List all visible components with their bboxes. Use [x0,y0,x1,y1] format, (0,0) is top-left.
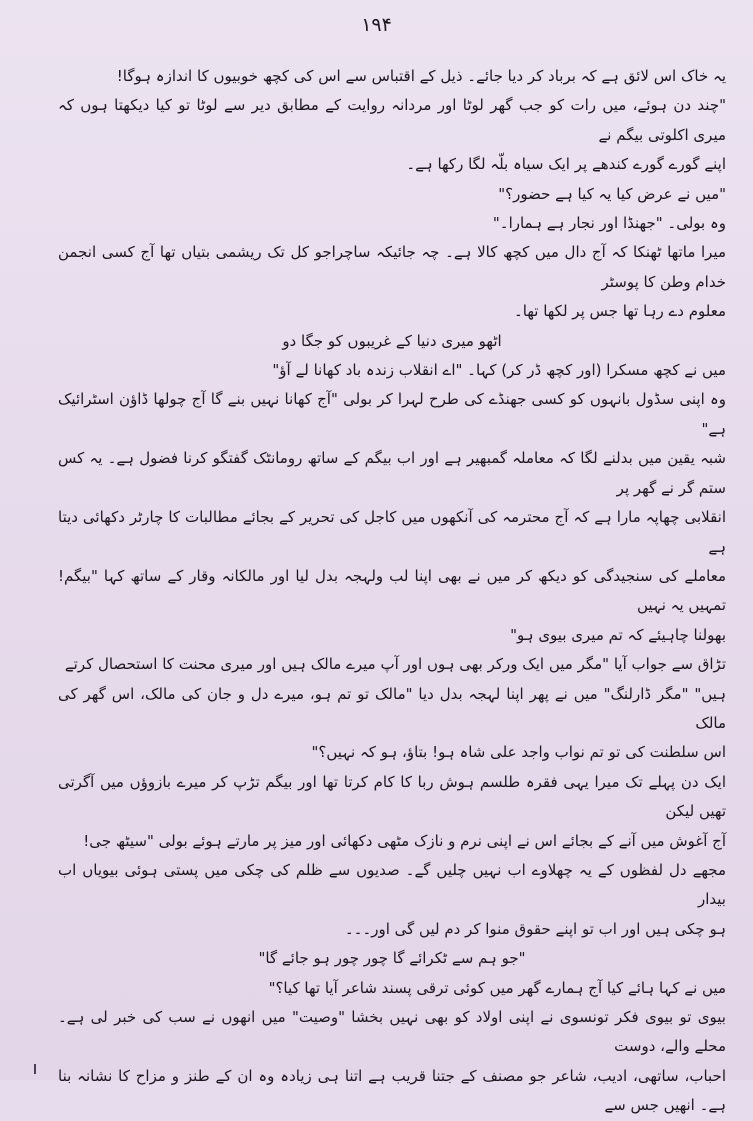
text-line: میں نے کچھ مسکرا (اور کچھ ڈر کر) کہا۔ "اے انقلاب زندہ باد کھانا لے آؤ" [272,361,726,380]
text-line: بیوی تو بیوی فکر تونسوی نے اپنی اولاد کو بھی نہیں بخشا "وصیت" میں انھوں نے سب کی خبر لی ہے۔ محلے والے، دوست [58,1008,726,1056]
text-line: احباب، ساتھی، ادیب، شاعر جو مصنف کے جتنا قریب ہے اتنا ہی زیادہ وہ ان کے طنز و مزاح کا نشانہ بنا ہے۔ انھیں جس سے [58,1066,726,1115]
verse-line: اٹھو میری دنیا کے غریبوں کو جگا دو [282,331,502,350]
text-line: انقلابی چھاپہ مارا ہے کہ آج محترمہ کی آنکھوں میں کاجل کی تحریر کے بجائے مطالبات کا چارٹر دکھائی دیتا ہے [58,508,726,556]
page-number: ۱۹۴ [361,14,392,36]
text-line: تڑاق سے جواب آیا "مگر میں ایک ورکر بھی ہوں اور آپ میرے مالک ہیں اور میری محنت کا استحصال کرتے [64,655,726,674]
text-line: ہیں" "مگر ڈارلنگ" میں نے پھر اپنا لہجہ بدل دیا "مالک تو تم ہو، میرے دل و جان کی مالک، اس گھر کی مالک [58,684,726,732]
text-line: یہ خاک اس لائق ہے کہ برباد کر دیا جائے۔ ذیل کے اقتباس سے اس کی کچھ خوبیوں کا اندازہ ہوگا! [116,67,726,85]
text-line: "چند دن ہوئے، میں رات کو جب گھر لوٹا اور مردانہ روایت کے مطابق دیر سے لوٹا تو کیا دیکھتا ہوں کہ میری اکلوتی بیگم نے [58,96,726,144]
page-body [58,62,726,1121]
text-line: شبہ یقین میں بدلنے لگا کہ معاملہ گمبھیر ہے اور اب بیگم کے ساتھ رومانٹک گفتگو کرنا فضول ہے۔ یہ کس ستم گر نے گھر پر [58,449,726,497]
text-line: میں نے کہا ہائے کیا آج ہمارے گھر میں کوئی ترقی پسند شاعر آیا تھا کیا؟" [268,978,726,997]
text-line: وہ بولی۔ "جھنڈا اور نجار ہے ہمارا۔" [492,214,726,233]
text-line: ہو چکی ہیں اور اب تو اپنے حقوق منوا کر دم لیں گی اور۔۔۔ [344,919,726,938]
text-line: "میں نے عرض کیا یہ کیا ہے حضور؟" [498,184,726,203]
page-edge-mark [34,1064,36,1074]
text-line: اپنے گورے گورے کندھے پر ایک سیاہ بلّہ لگا رکھا ہے۔ [406,155,726,174]
text-line: اس سلطنت کی تو تم نواب واجد علی شاہ ہو! بتاؤ، ہو کہ نہیں؟" [311,743,726,762]
text-line: معاملے کی سنجیدگی کو دیکھ کر میں نے بھی اپنا لب ولہجہ بدل لیا اور مالکانہ وقار کے ساتھ کہا "بیگم! تمہیں یہ نہیں [58,566,726,615]
text-line: مجھے دل لفظوں کے یہ چھلاوے اب نہیں چلیں گے۔ صدیوں سے ظلم کی چکی میں پستی ہوئی بیویاں اب بیدار [58,860,726,909]
text-line: میرا ماتھا ٹھنکا کہ آج دال میں کچھ کالا ہے۔ چہ جائیکہ ساچراجو کل تک ریشمی بتیاں تھا آج کسی انجمن خدام وطن کا پوسٹر [58,243,726,291]
verse-line: "جو ہم سے ٹکرائے گا چور چور ہو جائے گا" [258,949,526,968]
text-line: بھولنا چاہیئے کہ تم میری بیوی ہو" [510,625,726,644]
text-line: آج آغوش میں آنے کے بجائے اس نے اپنی نرم و نازک مٹھی دکھائی اور میز پر مارتے ہوئے بولی "سیٹھ جی! [83,831,726,850]
text-line: معلوم دے رہا تھا جس پر لکھا تھا۔ [513,302,726,321]
text-line: وہ اپنی سڈول بانہوں کو کسی جھنڈے کی طرح لہرا کر بولی "آج کھانا نہیں بنے گا آج چولھا ڈاؤن اسٹرائیک ہے" [58,390,726,438]
text-line: ایک دن پہلے تک میرا یہی فقرہ طلسم ہوش ربا کا کام کرتا تھا اور بیگم تڑپ کر میرے بازوؤں میں آگرتی تھیں لیکن [58,772,726,821]
